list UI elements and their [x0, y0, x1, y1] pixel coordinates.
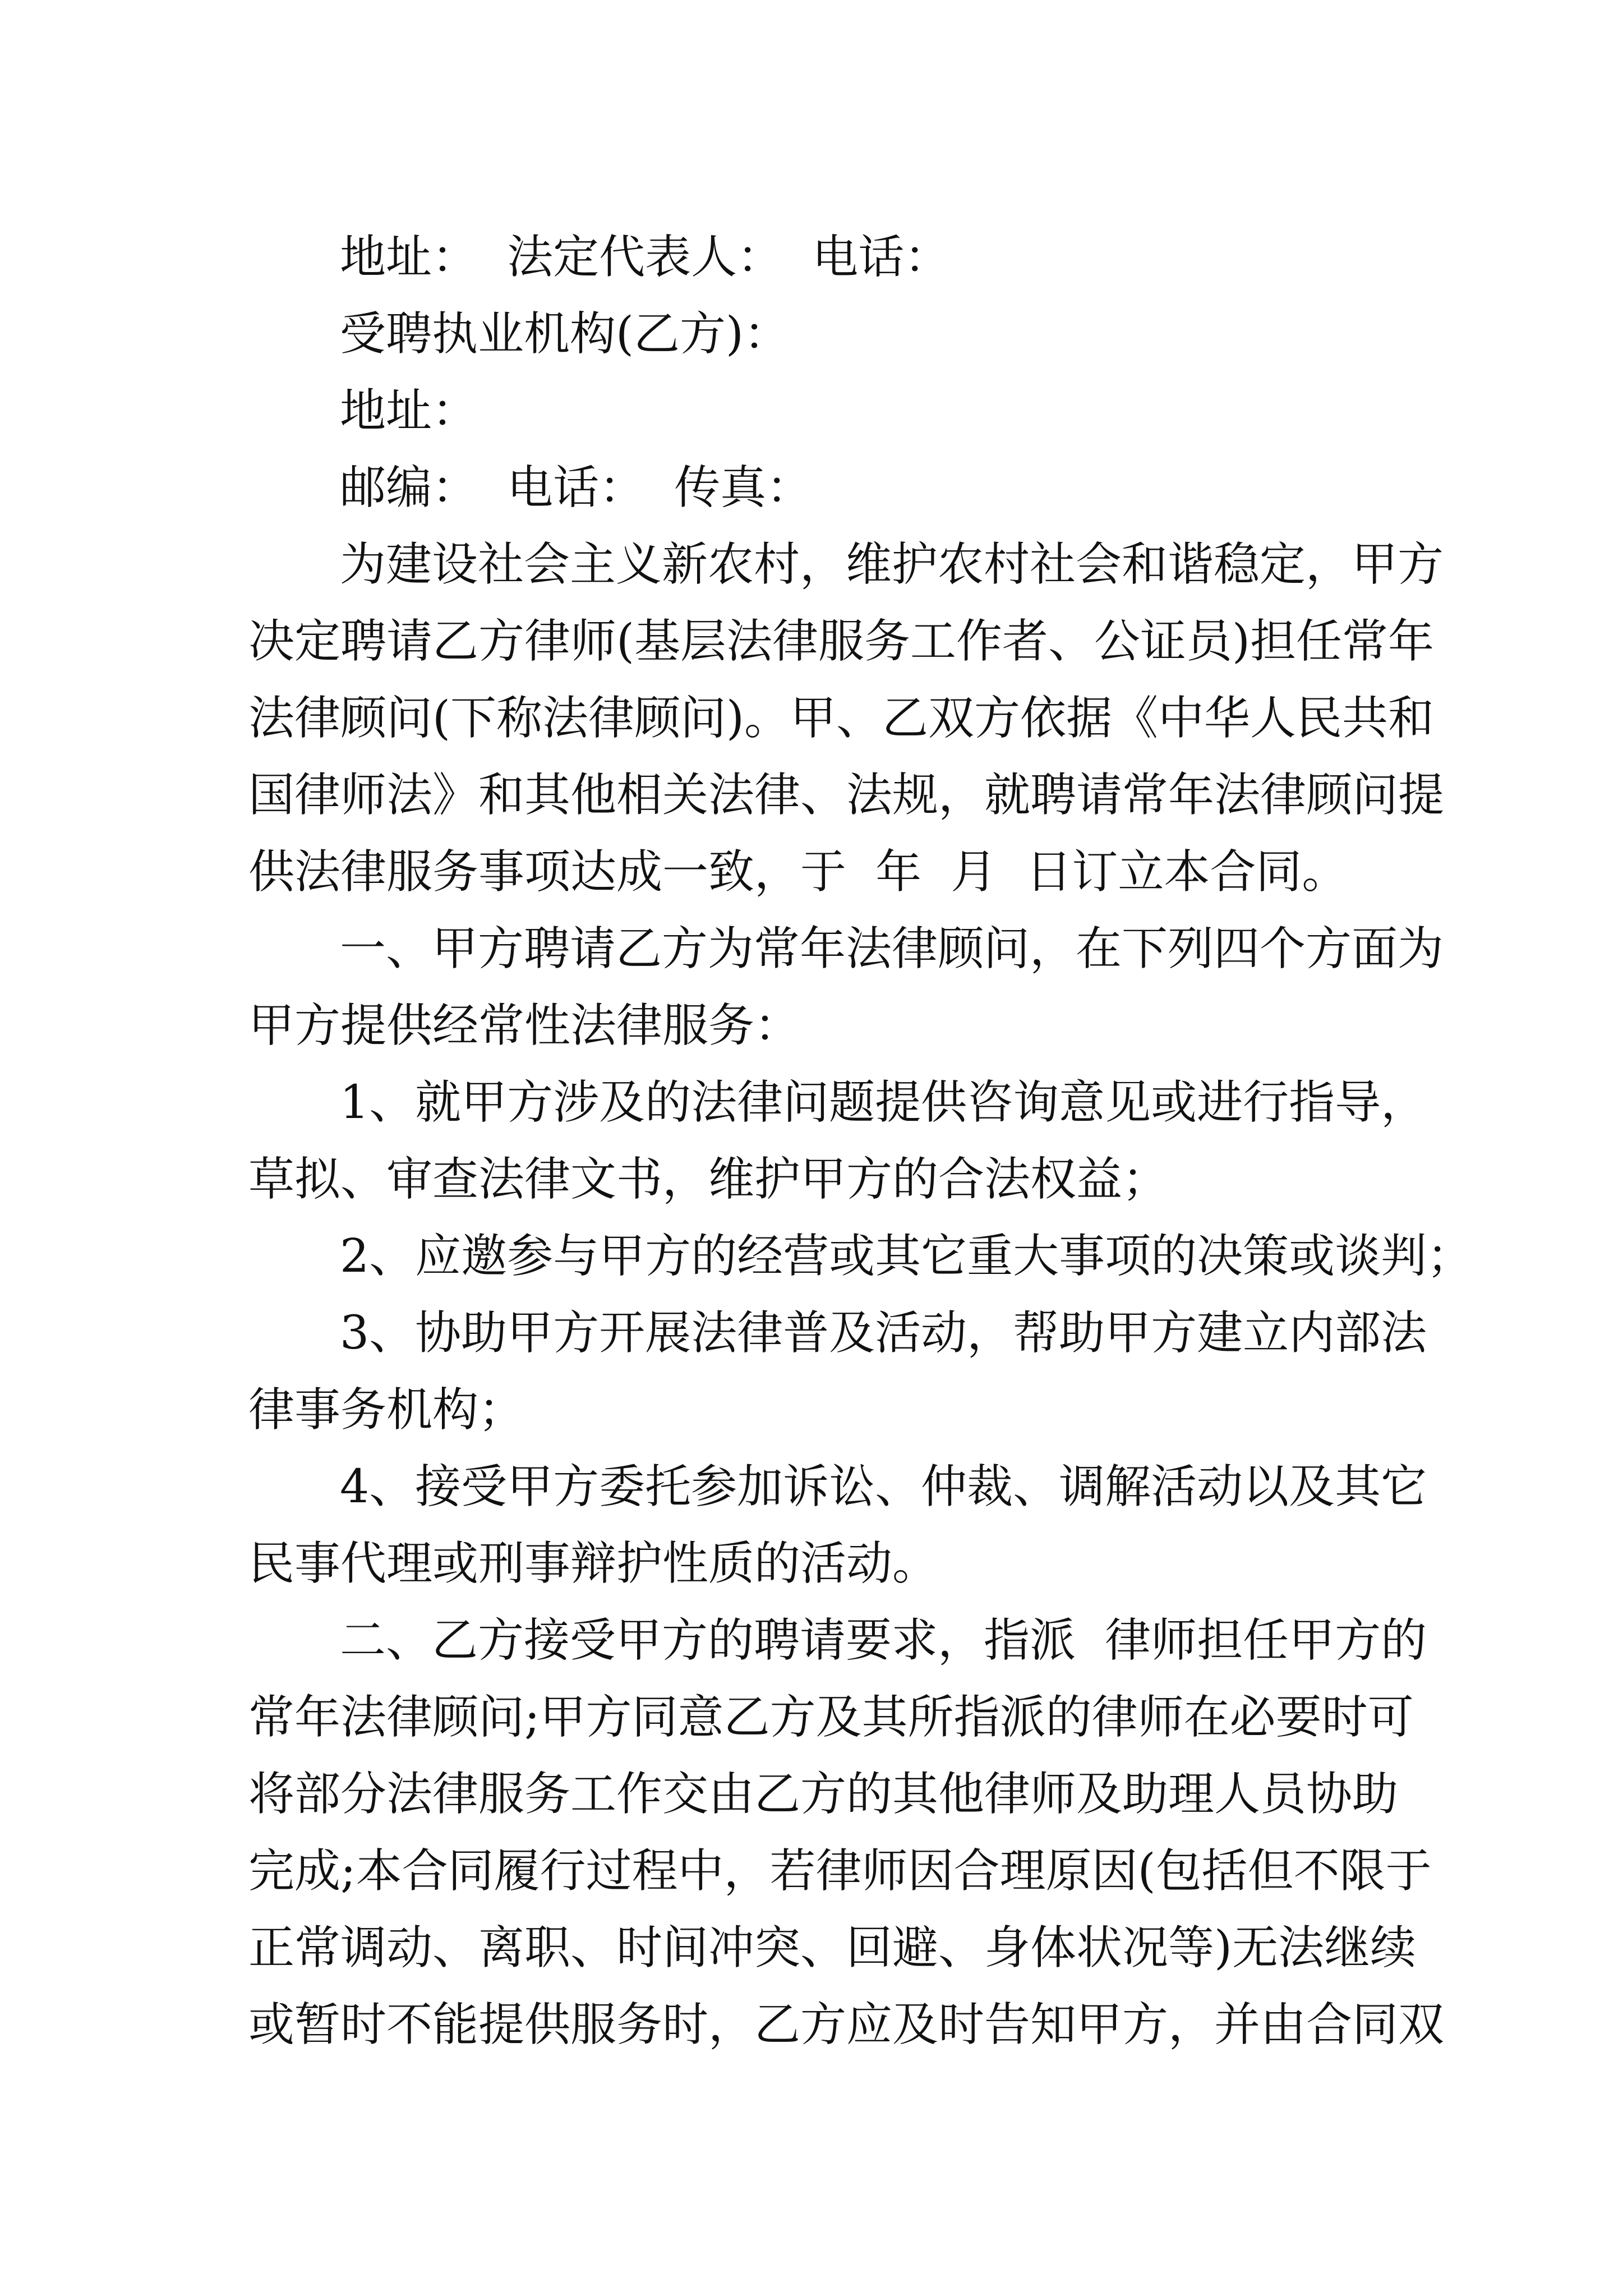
preamble-line-3: 法律顾问(下称法律顾问)。甲、乙双方依据《中华人民共和 [248, 692, 1434, 745]
document-body [248, 219, 1473, 2063]
party-a-contact-line: 地址： 法定代表人： 电话： [340, 231, 951, 284]
clause-two-line-6: 或暂时不能提供服务时，乙方应及时告知甲方，并由合同双 [248, 1998, 1445, 2051]
clause-two-line-1: 二、乙方接受甲方的聘请要求，指派 律师担任甲方的 [340, 1614, 1427, 1667]
party-b-address-line: 地址： [340, 384, 478, 438]
service-item-4-line-1: 4、接受甲方委托参加诉讼、仲裁、调解活动以及其它 [340, 1460, 1427, 1513]
clause-one-line-2: 甲方提供经常性法律服务： [248, 999, 801, 1052]
preamble-line-2: 决定聘请乙方律师(基层法律服务工作者、公证员)担任常年 [248, 615, 1434, 668]
preamble-line-4: 国律师法》和其他相关法律、法规，就聘请常年法律顾问提 [248, 769, 1445, 822]
clause-two-line-5: 正常调动、离职、时间冲突、回避、身体状况等)无法继续 [248, 1921, 1416, 1975]
preamble-line-1: 为建设社会主义新农村，维护农村社会和谐稳定，甲方 [340, 538, 1444, 591]
service-item-3-line-2: 律事务机构； [248, 1383, 525, 1437]
clause-two-line-2: 常年法律顾问;甲方同意乙方及其所指派的律师在必要时可 [248, 1691, 1414, 1744]
party-b-postcode-phone-fax-line: 邮编： 电话： 传真： [340, 461, 813, 514]
party-b-firm-line: 受聘执业机构(乙方)： [340, 307, 790, 361]
service-item-3-line-1: 3、协助甲方开展法律普及活动，帮助甲方建立内部法 [340, 1306, 1427, 1360]
clause-one-line-1: 一、甲方聘请乙方为常年法律顾问，在下列四个方面为 [340, 922, 1444, 976]
preamble-line-5: 供法律服务事项达成一致，于 年 月 日订立本合同。 [248, 845, 1348, 899]
service-item-4-line-2: 民事代理或刑事辩护性质的活动。 [248, 1537, 939, 1590]
service-item-1-line-2: 草拟、审查法律文书，维护甲方的合法权益； [248, 1153, 1169, 1206]
service-item-2-line: 2、应邀参与甲方的经营或其它重大事项的决策或谈判； [340, 1230, 1473, 1283]
service-item-1-line-1: 1、就甲方涉及的法律问题提供咨询意见或进行指导， [340, 1076, 1427, 1129]
clause-two-line-4: 完成;本合同履行过程中，若律师因合理原因(包括但不限于 [248, 1844, 1432, 1898]
clause-two-line-3: 将部分法律服务工作交由乙方的其他律师及助理人员协助 [248, 1768, 1399, 1821]
